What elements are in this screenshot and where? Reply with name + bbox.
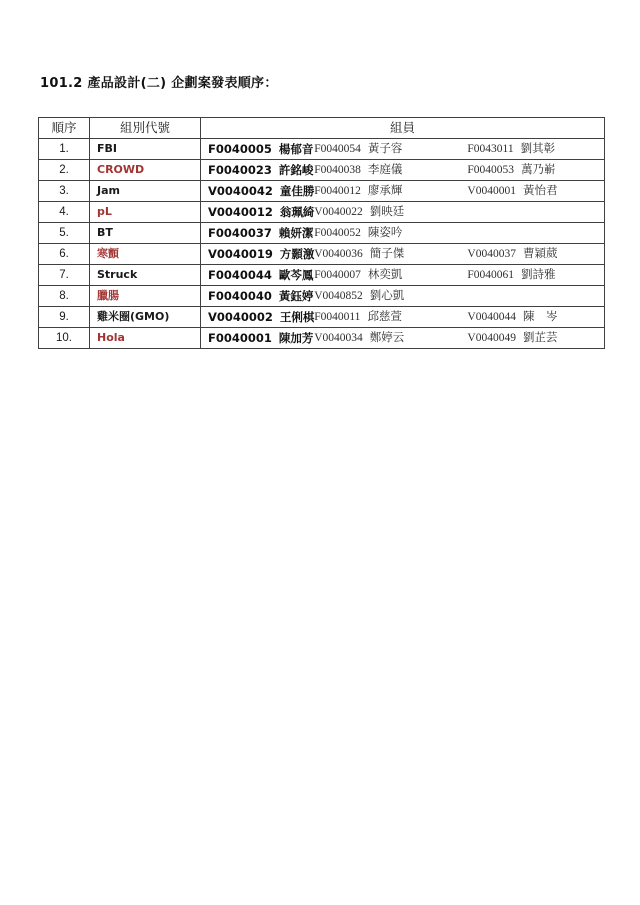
member-name: 陳 岑 bbox=[522, 311, 558, 323]
member-id: F0043011 bbox=[467, 143, 514, 155]
member-entry bbox=[208, 286, 314, 306]
member-id: F0040052 bbox=[314, 227, 361, 239]
member-name: 陳加芳 bbox=[278, 331, 314, 345]
member-name: 翁珮綺 bbox=[279, 205, 315, 219]
member-entry bbox=[467, 181, 557, 201]
member-id: V0040044 bbox=[467, 311, 516, 323]
order-number: 7. bbox=[39, 265, 90, 286]
member-id: V0040012 bbox=[208, 205, 273, 219]
order-number: 5. bbox=[39, 223, 90, 244]
member-id: F0040023 bbox=[208, 163, 272, 177]
member-id: F0040040 bbox=[208, 289, 272, 303]
order-number: 3. bbox=[39, 181, 90, 202]
member-name: 劉詩雅 bbox=[521, 269, 556, 281]
table-row bbox=[39, 328, 605, 349]
order-number: 10. bbox=[39, 328, 90, 349]
group-code: Struck bbox=[90, 265, 201, 286]
member-name: 邱慈萱 bbox=[367, 311, 402, 323]
member-id: F0040061 bbox=[467, 269, 515, 281]
member-entry bbox=[208, 223, 314, 243]
table-row bbox=[39, 307, 605, 328]
member-name: 王俐棋 bbox=[279, 310, 315, 324]
table-row bbox=[39, 244, 605, 265]
member-name: 廖承輝 bbox=[367, 185, 403, 197]
member-name: 黃子容 bbox=[367, 143, 403, 155]
member-name: 歐芩鳳 bbox=[278, 268, 314, 282]
member-name: 劉映廷 bbox=[369, 206, 405, 218]
order-number: 6. bbox=[39, 244, 90, 265]
member-entry bbox=[314, 181, 464, 201]
table-row bbox=[39, 286, 605, 307]
member-entry bbox=[467, 307, 557, 327]
member-id: F0040011 bbox=[314, 311, 361, 323]
group-code: Jam bbox=[90, 181, 201, 202]
member-id: V0040022 bbox=[314, 206, 363, 218]
member-name: 簡子傑 bbox=[369, 248, 405, 260]
order-number: 2. bbox=[39, 160, 90, 181]
member-entry bbox=[314, 286, 464, 306]
order-number: 4. bbox=[39, 202, 90, 223]
member-id: V0040042 bbox=[208, 184, 273, 198]
member-name: 賴妍潔 bbox=[278, 226, 314, 240]
table-row bbox=[39, 223, 605, 244]
member-entry bbox=[208, 328, 314, 348]
order-number: 9. bbox=[39, 307, 90, 328]
group-code: BT bbox=[90, 223, 201, 244]
table-header-row bbox=[39, 118, 605, 139]
member-entry bbox=[467, 244, 557, 264]
members-cell bbox=[201, 307, 605, 328]
members-cell bbox=[201, 139, 605, 160]
member-id: F0040044 bbox=[208, 268, 272, 282]
member-entry bbox=[314, 160, 464, 180]
member-entry bbox=[314, 328, 464, 348]
group-code: 寒顫 bbox=[90, 244, 201, 265]
member-entry bbox=[314, 244, 464, 264]
member-name: 陳姿吟 bbox=[367, 227, 403, 239]
member-id: V0040049 bbox=[467, 332, 516, 344]
order-number: 1. bbox=[39, 139, 90, 160]
member-name: 林奕凱 bbox=[367, 269, 403, 281]
member-id: V0040037 bbox=[467, 248, 516, 260]
members-cell bbox=[201, 160, 605, 181]
table-row bbox=[39, 202, 605, 223]
table-row bbox=[39, 139, 605, 160]
members-cell bbox=[201, 244, 605, 265]
member-id: F0040001 bbox=[208, 331, 272, 345]
member-id: V0040036 bbox=[314, 248, 363, 260]
member-id: V0040001 bbox=[467, 185, 516, 197]
order-number: 8. bbox=[39, 286, 90, 307]
member-id: V0040034 bbox=[314, 332, 363, 344]
group-code: CROWD bbox=[90, 160, 201, 181]
member-id: F0040005 bbox=[208, 142, 272, 156]
member-entry bbox=[467, 160, 555, 180]
member-entry bbox=[467, 265, 555, 285]
member-id: F0040038 bbox=[314, 164, 361, 176]
member-name: 萬乃嶄 bbox=[521, 164, 556, 176]
member-id: F0040007 bbox=[314, 269, 361, 281]
member-entry bbox=[314, 202, 464, 222]
member-entry bbox=[208, 202, 315, 222]
header-group-code: 組別代號 bbox=[90, 118, 201, 139]
table-body bbox=[39, 139, 605, 349]
member-name: 童佳勝 bbox=[279, 184, 315, 198]
member-id: F0040012 bbox=[314, 185, 361, 197]
member-entry bbox=[467, 328, 557, 348]
member-entry bbox=[314, 265, 464, 285]
group-code: 臘腸 bbox=[90, 286, 201, 307]
member-id: F0040037 bbox=[208, 226, 272, 240]
member-name: 鄭婷云 bbox=[369, 332, 405, 344]
member-entry bbox=[314, 223, 464, 243]
table-row bbox=[39, 181, 605, 202]
group-code: pL bbox=[90, 202, 201, 223]
member-name: 許銘峻 bbox=[278, 163, 314, 177]
member-entry bbox=[314, 307, 464, 327]
member-entry bbox=[314, 139, 464, 159]
member-entry bbox=[208, 139, 314, 159]
member-entry bbox=[208, 307, 315, 327]
member-name: 楊郁音 bbox=[278, 142, 314, 156]
member-entry bbox=[208, 244, 315, 264]
member-entry bbox=[208, 160, 314, 180]
members-cell bbox=[201, 181, 605, 202]
presentation-order-table bbox=[38, 117, 605, 349]
member-name: 黃鈺婷 bbox=[278, 289, 314, 303]
member-id: V0040852 bbox=[314, 290, 363, 302]
members-cell bbox=[201, 328, 605, 349]
member-id: V0040002 bbox=[208, 310, 273, 324]
members-cell bbox=[201, 265, 605, 286]
member-entry bbox=[208, 265, 314, 285]
member-id: F0040054 bbox=[314, 143, 361, 155]
member-name: 劉心凱 bbox=[369, 290, 405, 302]
member-id: V0040019 bbox=[208, 247, 273, 261]
header-order: 順序 bbox=[39, 118, 90, 139]
page-title: 101.2 產品設計(二) 企劃案發表順序： bbox=[40, 76, 278, 91]
table-row bbox=[39, 160, 605, 181]
group-code: FBI bbox=[90, 139, 201, 160]
member-name: 李庭儀 bbox=[367, 164, 403, 176]
member-id: F0040053 bbox=[467, 164, 515, 176]
member-name: 劉芷芸 bbox=[522, 332, 558, 344]
members-cell bbox=[201, 286, 605, 307]
header-members: 組員 bbox=[201, 118, 605, 139]
members-cell bbox=[201, 223, 605, 244]
member-name: 劉其彰 bbox=[520, 143, 556, 155]
member-entry bbox=[208, 181, 315, 201]
table-row bbox=[39, 265, 605, 286]
members-cell bbox=[201, 202, 605, 223]
group-code: 雞米圈(GMO) bbox=[90, 307, 201, 328]
member-entry bbox=[467, 139, 555, 159]
member-name: 方顥激 bbox=[279, 247, 315, 261]
member-name: 曹穎葳 bbox=[522, 248, 558, 260]
group-code: Hola bbox=[90, 328, 201, 349]
member-name: 黃怡君 bbox=[522, 185, 558, 197]
